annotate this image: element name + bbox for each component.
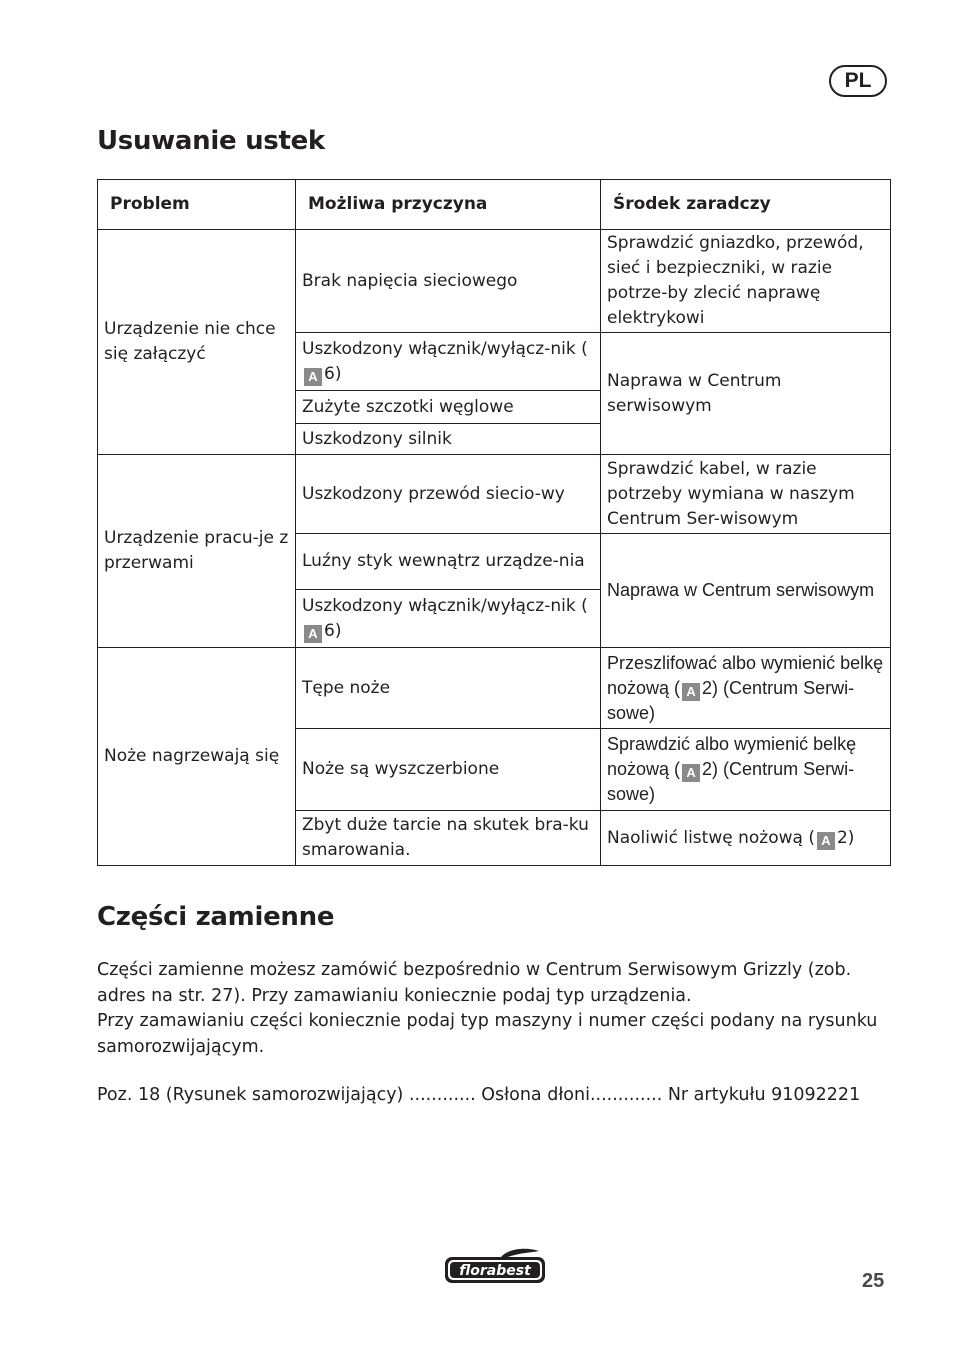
- spare-parts-title: Części zamienne: [97, 902, 335, 932]
- cause-cell: Brak napięcia sieciowego: [296, 230, 601, 333]
- remedy-text: Sprawdzić albo wymienić belkę nożową (: [607, 734, 857, 779]
- table-header-row: [98, 180, 891, 230]
- problem-cell: Urządzenie nie chce się załączyć: [98, 230, 296, 455]
- cause-cell: Luźny styk wewnątrz urządze-nia: [296, 534, 601, 590]
- cause-text: 6): [324, 620, 342, 641]
- problem-cell: Noże nagrzewają się: [98, 648, 296, 866]
- remedy-text: 2): [836, 827, 855, 848]
- remedy-text: 2) (Centrum Serwi-sowe): [607, 759, 855, 804]
- remedy-cell: Sprawdzić gniazdko, przewód, sieć i bezpieczniki, w razie potrze-by zlecić naprawę elektrykowi: [601, 230, 891, 333]
- cause-cell: Noże są wyszczerbione: [296, 729, 601, 811]
- remedy-cell: Naprawa w Centrum serwisowym: [601, 534, 891, 648]
- spare-parts-paragraph-1: Części zamienne możesz zamówić bezpośrednio w Centrum Serwisowym Grizzly (zob. adres na str. 27). Przy zamawianiu koniecznie podaj typ urządzenia.: [97, 960, 852, 1006]
- remedy-cell: [601, 811, 891, 866]
- header-cause: Możliwa przyczyna: [296, 180, 601, 230]
- figure-a-icon: A: [682, 764, 700, 782]
- spare-parts-paragraph-2: Przy zamawianiu części koniecznie podaj typ maszyny i numer części podany na rysunku samorozwijającym.: [97, 1011, 878, 1057]
- remedy-text: Naoliwić listwę nożową (: [607, 827, 815, 848]
- cause-cell: Uszkodzony przewód siecio-wy: [296, 455, 601, 534]
- spare-part-line: Poz. 18 (Rysunek samorozwijający) ............ Osłona dłoni............. Nr artykułu 91092221: [97, 1085, 861, 1105]
- figure-a-icon: A: [682, 683, 700, 701]
- figure-a-icon: A: [304, 368, 322, 386]
- figure-a-icon: A: [304, 625, 322, 643]
- cause-text: Uszkodzony włącznik/wyłącz-nik (: [302, 595, 588, 616]
- table-row: [98, 455, 891, 534]
- cause-cell: Tępe noże: [296, 648, 601, 729]
- logo-text: florabest: [459, 1263, 531, 1279]
- cause-text: 6): [324, 363, 342, 384]
- logo-leaf-icon: [501, 1249, 539, 1258]
- remedy-cell: Sprawdzić kabel, w razie potrzeby wymiana w naszym Centrum Ser-wisowym: [601, 455, 891, 534]
- header-remedy: Środek zaradczy: [601, 180, 891, 230]
- page-number: 25: [862, 1270, 885, 1292]
- figure-a-icon: A: [817, 832, 835, 850]
- remedy-cell: Naprawa w Centrum serwisowym: [601, 333, 891, 455]
- cause-text: Uszkodzony włącznik/wyłącz-nik (: [302, 338, 588, 359]
- cause-cell: [296, 333, 601, 391]
- florabest-logo: [443, 1247, 547, 1285]
- remedy-text: 2) (Centrum Serwi-sowe): [607, 677, 855, 723]
- cause-cell: Zbyt duże tarcie na skutek bra-ku smarowania.: [296, 811, 601, 866]
- troubleshooting-table: [97, 179, 891, 866]
- table-row: [98, 648, 891, 729]
- remedy-cell: [601, 648, 891, 729]
- table-row: [98, 230, 891, 333]
- cause-cell: Uszkodzony silnik: [296, 424, 601, 455]
- problem-cell: Urządzenie pracu-je z przerwami: [98, 455, 296, 648]
- cause-cell: [296, 590, 601, 648]
- remedy-cell: [601, 729, 891, 811]
- cause-cell: Zużyte szczotki węglowe: [296, 391, 601, 424]
- troubleshooting-title: Usuwanie ustek: [97, 126, 325, 156]
- language-badge: PL: [829, 65, 887, 97]
- remedy-text: Przeszlifować albo wymienić belkę nożową (: [607, 652, 884, 698]
- header-problem: Problem: [98, 180, 296, 230]
